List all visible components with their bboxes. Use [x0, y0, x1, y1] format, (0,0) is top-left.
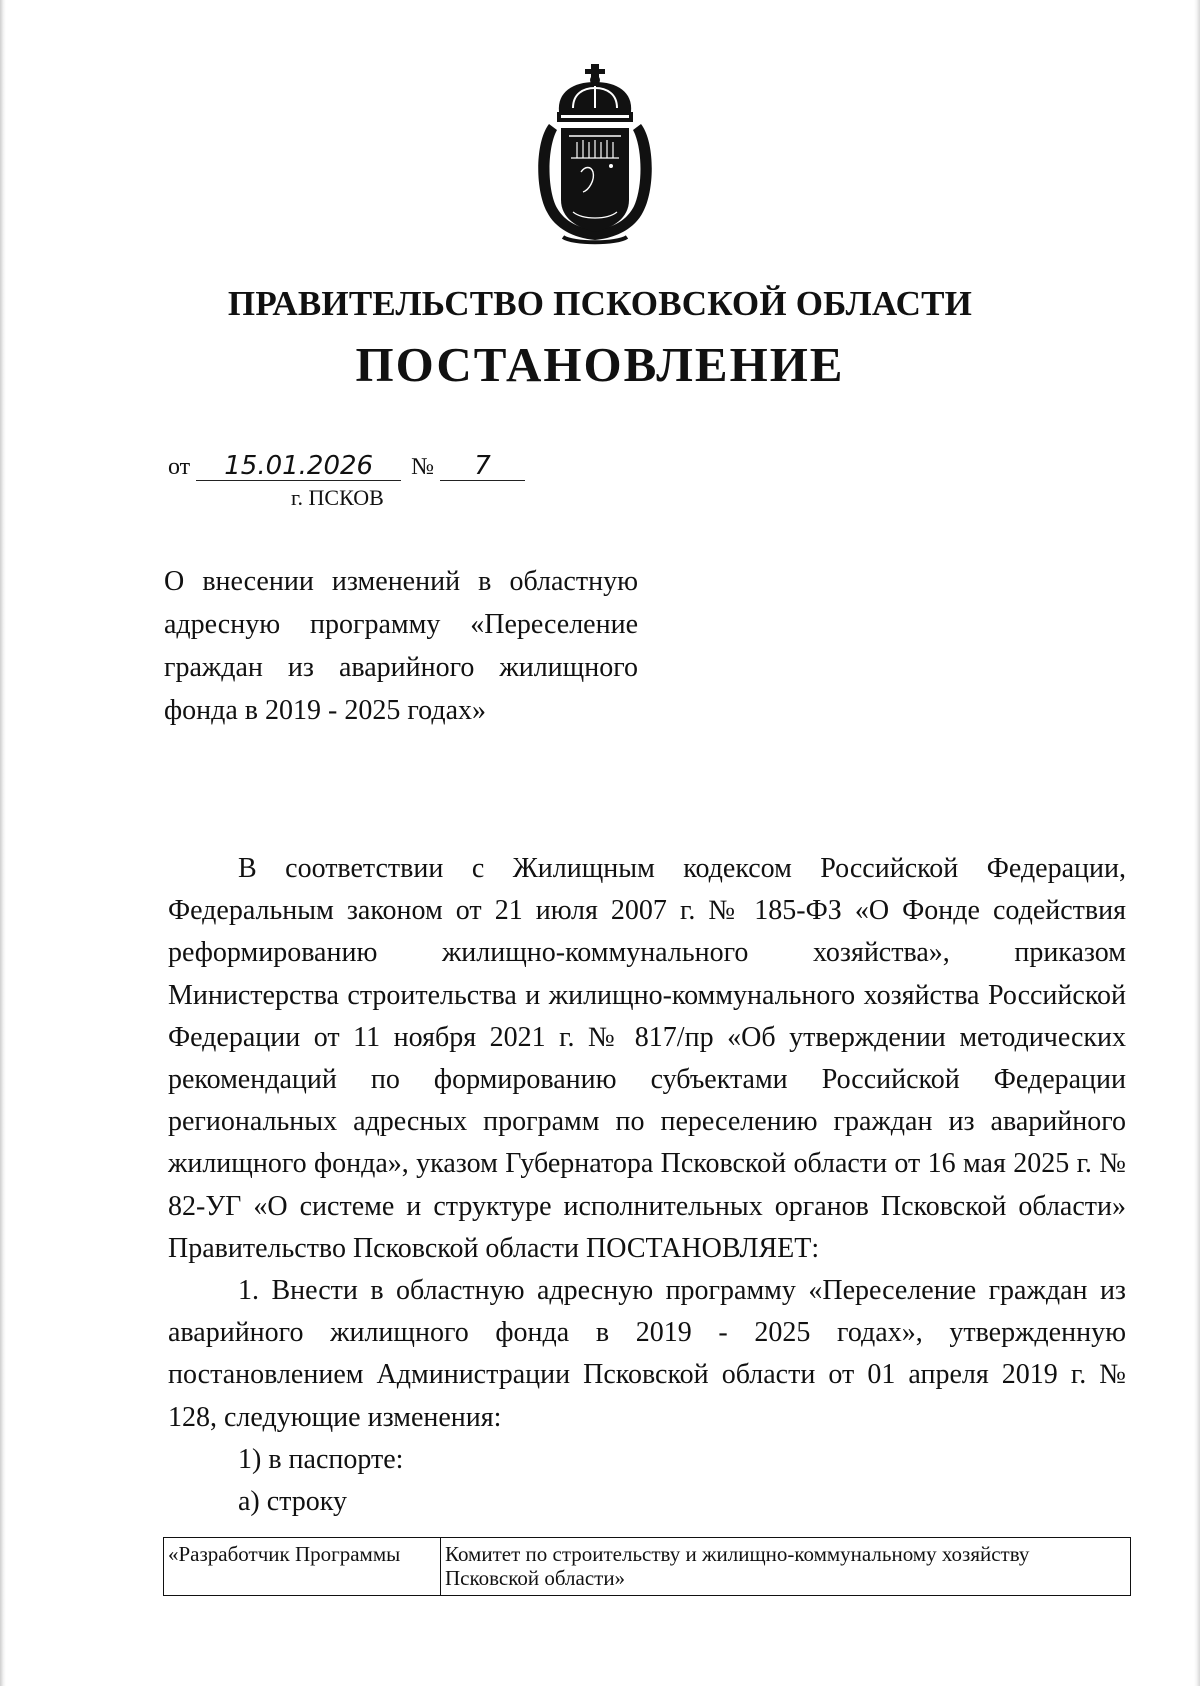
table-cell-value: Комитет по строительству и жилищно-коммунальному хозяйству Псковской области»	[445, 1542, 1030, 1590]
scan-edge-left	[0, 0, 6, 1686]
subject-line: О внесении изменений в областную	[164, 566, 638, 597]
passport-row-table	[163, 1537, 1131, 1596]
item-1-paragraph: 1. Внести в областную адресную программу «Переселение граждан из аварийного жилищного фонда в 2019 - 2025 годах», утвержденную постановлением Администрации Псковской области от 01 апреля 2019 г. № 128, следующие изменения:	[168, 1275, 1126, 1433]
document-subject	[164, 560, 638, 732]
document-meta	[168, 452, 525, 481]
subject-line: граждан из аварийного жилищного	[164, 652, 638, 683]
document-city: г. ПСКОВ	[291, 485, 384, 510]
table-cell-label: «Разработчик Программы	[164, 1538, 441, 1595]
document-number: 7	[440, 452, 525, 481]
document-body	[168, 848, 1126, 1523]
subject-line: фонда в 2019 - 2025 годах»	[164, 695, 486, 726]
preamble-paragraph: В соответствии с Жилищным кодексом Российской Федерации, Федеральным законом от 21 июля 2007 г. № 185-ФЗ «О Фонде содействия реформированию жилищно-коммунального хозяйства», приказом Министерства строительства и жилищно-коммунального хозяйства Российской Федерации от 11 ноября 2021 г. № 817/пр «Об утверждении методических рекомендаций по формированию субъектами Российской Федерации региональных адресных программ по переселению граждан из аварийного жилищного фонда», указом Губернатора Псковской области от 16 мая 2025 г. № 82-УГ «О системе и структуре исполнительных органов Псковской области» Правительство Псковской области ПОСТАНОВЛЯЕТ:	[168, 853, 1126, 1264]
scan-edge-right	[1194, 0, 1200, 1686]
pskov-coat-of-arms-icon	[533, 62, 657, 247]
document-type-title: ПОСТАНОВЛЕНИЕ	[355, 337, 845, 392]
date-prefix: от	[168, 454, 191, 480]
organization-title: ПРАВИТЕЛЬСТВО ПСКОВСКОЙ ОБЛАСТИ	[227, 284, 973, 323]
item-1-subitem: 1) в паспорте:	[238, 1443, 404, 1475]
document-date: 15.01.2026	[196, 452, 401, 481]
item-1-subitem-a: а) строку	[238, 1486, 347, 1518]
subject-line: адресную программу «Переселение	[164, 609, 638, 640]
number-prefix: №	[411, 454, 435, 480]
